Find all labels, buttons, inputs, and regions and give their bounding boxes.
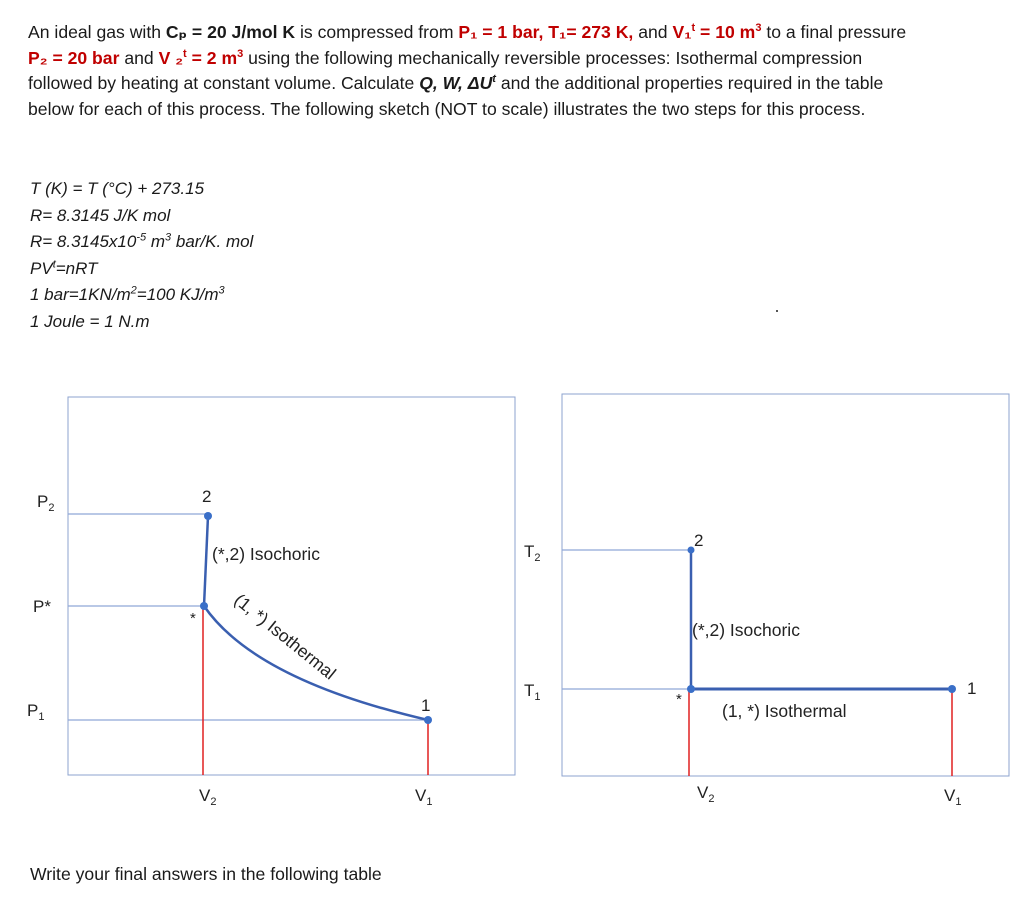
pv-label-p1: $P_1$: [27, 701, 45, 723]
tv-point-star-label: *: [676, 691, 682, 708]
f3-a: R= 8.3145x10: [30, 232, 137, 251]
tv-isochoric-label: (*,2) Isochoric: [692, 620, 800, 640]
text-processes: using the following mechanically reversible processes: Isothermal compression followed by heating at constant volume. Calculate: [28, 47, 863, 93]
v2-label: V ₂: [158, 47, 184, 68]
tv-point-1-label: 1: [967, 679, 977, 698]
f5-sup: 2: [130, 284, 137, 297]
pv-label-p2: $P_2$: [37, 492, 55, 514]
pv-point-2-label: 2: [202, 487, 212, 506]
v1-value: = 10 m: [695, 22, 756, 42]
final-pressure: P₂ = 20 bar: [28, 47, 120, 68]
f5-b: =100 KJ/m: [136, 285, 219, 304]
tv-point-1: [948, 685, 956, 693]
pv-point-star-label: *: [190, 610, 196, 627]
f3-b: m: [146, 232, 166, 251]
pv-label-pstar: P*: [33, 597, 51, 616]
pv-isothermal-label: (1, *) Isothermal: [230, 589, 340, 684]
tv-point-star: [687, 685, 695, 693]
tv-isothermal-label: (1, *) Isothermal: [722, 701, 847, 721]
f3-sup2: 3: [165, 231, 172, 244]
table-instruction: Write your final answers in the following table: [30, 864, 382, 884]
v1-label: V₁: [672, 22, 692, 42]
pv-label-v1: $V_1$: [415, 786, 433, 808]
pv-isochoric-label: (*,2) Isochoric: [212, 544, 320, 564]
text-compressed: is compressed from: [295, 22, 459, 42]
pv-frame: [68, 397, 515, 775]
cp-value: Cₚ = 20 J/mol K: [165, 22, 296, 42]
tv-label-t2: $T_2$: [524, 542, 541, 564]
f4-b: =nRT: [55, 258, 98, 278]
v1-sup: t: [691, 22, 696, 35]
tv-label-v1: $V_1$: [944, 786, 962, 808]
text-and-2: and: [119, 47, 159, 68]
v2-value: = 2 m: [186, 47, 238, 68]
f4-a: PV: [30, 258, 53, 278]
formula-temperature: T (K) = T (°C) + 273.15: [30, 179, 205, 198]
tv-point-2-label: 2: [694, 531, 704, 550]
v2-sup: t: [183, 47, 187, 60]
f5-a: 1 bar=1KN/m: [30, 285, 131, 304]
f5-sup2: 3: [218, 284, 225, 297]
text-final-pressure: to a final pressure: [761, 22, 907, 42]
pv-label-v2: $V_2$: [199, 786, 217, 808]
tv-label-t1: $T_1$: [524, 681, 541, 703]
pv-point-star: [200, 602, 208, 610]
pv-point-1-label: 1: [421, 696, 431, 715]
intro-text: An ideal gas with: [28, 22, 166, 42]
f3-c: bar/K. mol: [171, 232, 254, 251]
tv-diagram: [524, 394, 1009, 808]
text-remaining: and the additional properties required in the table below for each of this process. The following sketch (NOT to scale) illustrates the two steps for this process.: [28, 73, 884, 119]
qwu-sup: t: [492, 73, 496, 86]
text-and: and: [633, 22, 673, 42]
qwu-text: Q, W, ΔU: [419, 73, 493, 93]
v1-unit-sup: 3: [755, 22, 762, 35]
v2-unit-sup: 3: [237, 47, 244, 60]
formula-joule: 1 Joule = 1 N.m: [30, 311, 150, 331]
initial-state: P₁ = 1 bar, T₁= 273 K,: [458, 22, 634, 42]
pv-diagram: [27, 397, 515, 808]
f4-sup: t: [52, 257, 56, 270]
formula-r-joule: R= 8.3145 J/K mol: [30, 205, 171, 225]
pv-point-1: [424, 716, 432, 724]
pv-isochoric-line: [204, 516, 208, 606]
f3-sup: -5: [136, 231, 147, 244]
pv-point-2: [204, 512, 212, 520]
tv-label-v2: $V_2$: [697, 783, 715, 805]
